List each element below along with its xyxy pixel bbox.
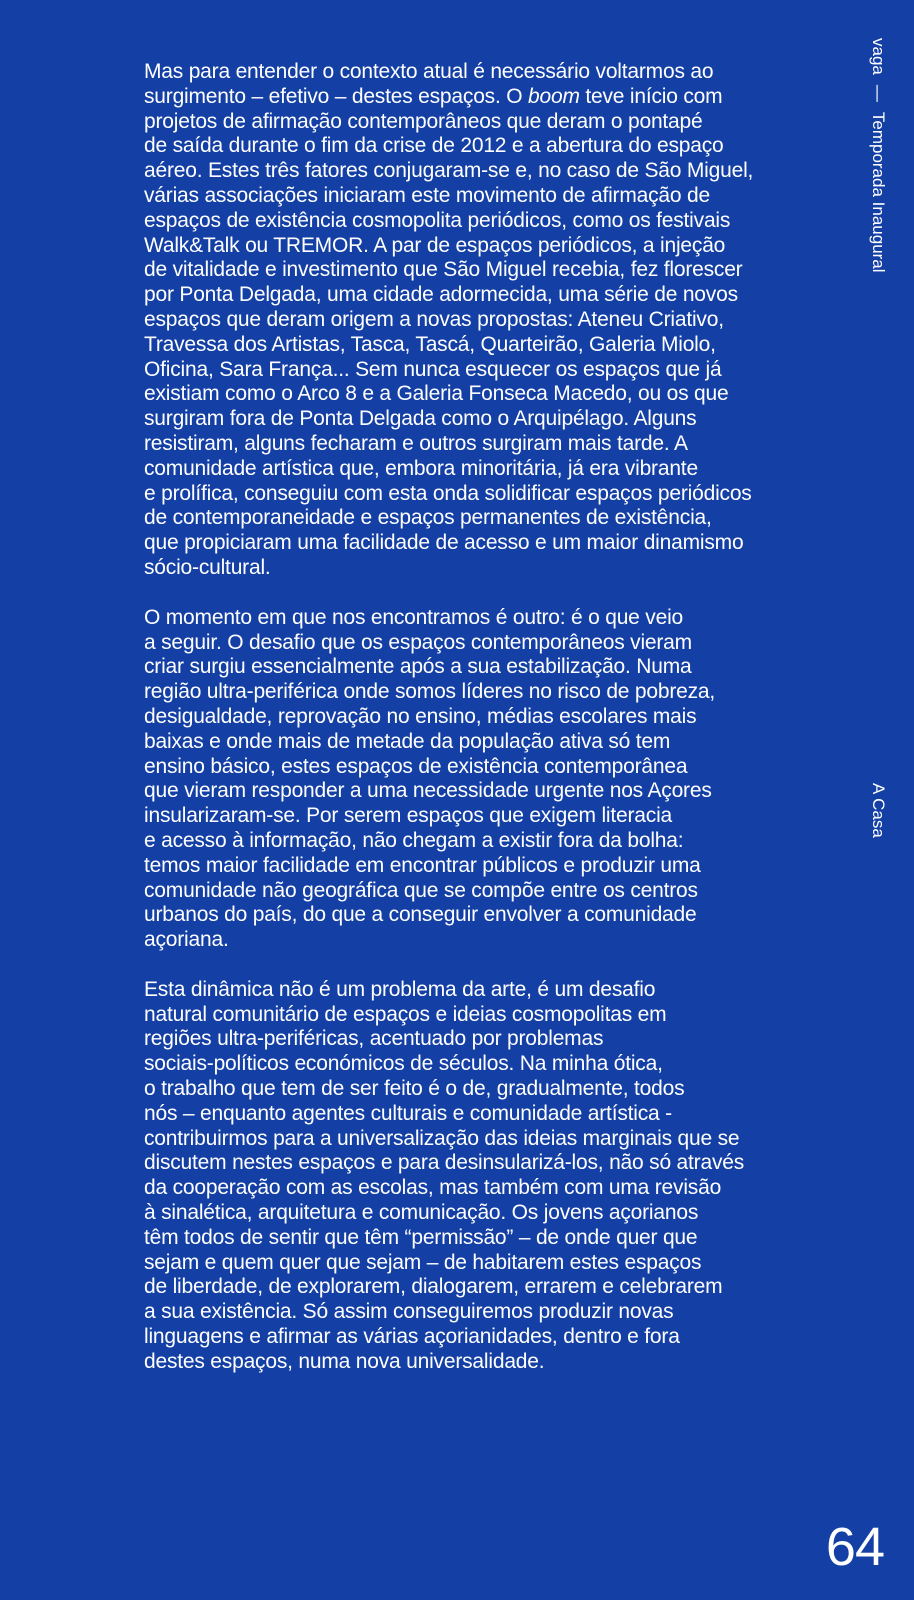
text-line [144,829,844,854]
text-line [144,457,844,482]
text-line [144,1151,844,1176]
text-run: natural comunitário de espaços e ideias cosmopolitas em [144,1002,667,1026]
text-line [144,1350,844,1375]
text-run: surgimento – efetivo – destes espaços. O [144,84,529,108]
text-line [144,1201,844,1226]
running-header-text [868,38,888,273]
text-line [144,159,844,184]
text-run: que vieram responder a uma necessidade urgente nos Açores [144,779,712,803]
text-line [144,1325,844,1350]
text-line [144,755,844,780]
text-line [144,308,844,333]
text-run: sócio-cultural. [144,555,271,579]
text-run: a sua existência. Só assim conseguiremos produzir novas [144,1300,674,1324]
text-line [144,234,844,259]
text-run: discutem nestes espaços e para desinsularizá-los, não só através [144,1151,745,1175]
header-separator: — [869,84,888,102]
text-line [144,1176,844,1201]
text-line [144,1027,844,1052]
text-line [144,556,844,581]
page-number: 64 [825,1517,884,1577]
text-line [144,283,844,308]
text-run: de contemporaneidade e espaços permanentes de existência, [144,506,712,530]
publication-name: vaga [869,38,888,75]
text-run: nós – enquanto agentes culturais e comunidade artística - [144,1101,672,1125]
text-run: Esta dinâmica não é um problema da arte, é um desafio [144,977,656,1001]
text-line [144,209,844,234]
text-run: O momento em que nos encontramos é outro: é o que veio [144,605,684,629]
text-line [144,879,844,904]
text-line [144,531,844,556]
text-line [144,258,844,283]
text-run: espaços que deram origem a novas propostas: Ateneu Criativo, [144,307,724,331]
article-body [144,60,844,1400]
text-line [144,903,844,928]
text-run: resistiram, alguns fecharam e outros surgiram mais tarde. A [144,431,688,455]
text-line [144,928,844,953]
text-line [144,184,844,209]
text-line [144,606,844,631]
text-line [144,358,844,383]
text-run: de liberdade, de explorarem, dialogarem, errarem e celebrarem [144,1275,723,1299]
text-run: temos maior facilidade em encontrar públicos e produzir uma [144,853,701,877]
text-run: ensino básico, estes espaços de existência contemporânea [144,754,688,778]
text-run: comunidade não geográfica que se compõe entre os centros [144,878,698,902]
emphasis-text: boom [528,84,580,108]
text-run: de saída durante o fim da crise de 2012 e a abertura do espaço [144,134,724,158]
text-run: contribuirmos para a universalização das ideias marginais que se [144,1126,740,1150]
text-line [144,779,844,804]
text-line [144,705,844,730]
text-run: regiões ultra-periféricas, acentuado por problemas [144,1027,604,1051]
season-name: Temporada Inaugural [869,111,888,273]
text-run: por Ponta Delgada, uma cidade adormecida, uma série de novos [144,283,738,307]
running-header [868,38,908,338]
text-line [144,506,844,531]
text-run: espaços de existência cosmopolita periódicos, como os festivais [144,208,731,232]
text-run: a seguir. O desafio que os espaços contemporâneos vieram [144,630,692,654]
text-line [144,978,844,1003]
text-line [144,407,844,432]
text-run: existiam como o Arco 8 e a Galeria Fonseca Macedo, ou os que [144,382,729,406]
text-run: sociais-políticos económicos de séculos. Na minha ótica, [144,1052,663,1076]
text-line [144,382,844,407]
text-line [144,60,844,85]
text-run: baixas e onde mais de metade da população ativa só tem [144,729,671,753]
text-line [144,631,844,656]
text-run: Travessa dos Artistas, Tasca, Tascá, Quarteirão, Galeria Miolo, [144,332,716,356]
section-title: A Casa [869,783,888,838]
text-run: destes espaços, numa nova universalidade. [144,1349,545,1373]
text-run: Mas para entender o contexto atual é necessário voltarmos ao [144,60,714,83]
text-line [144,1251,844,1276]
text-line [144,432,844,457]
text-line [144,1275,844,1300]
text-run: que propiciaram uma facilidade de acesso e um maior dinamismo [144,531,744,555]
text-line [144,1052,844,1077]
text-run: várias associações iniciaram este movimento de afirmação de [144,183,710,207]
section-label [868,783,908,863]
text-run: da cooperação com as escolas, mas também com uma revisão [144,1176,722,1200]
text-line [144,134,844,159]
text-run: açoriana. [144,928,229,952]
paragraph [144,60,844,581]
text-run: região ultra-periférica onde somos líderes no risco de pobreza, [144,680,716,704]
text-run: e prolífica, conseguiu com esta onda solidificar espaços periódicos [144,481,752,505]
text-line [144,655,844,680]
text-run: criar surgiu essencialmente após a sua estabilização. Numa [144,655,692,679]
text-run: linguagens e afirmar as várias açorianidades, dentro e fora [144,1325,680,1349]
text-line [144,1300,844,1325]
text-line [144,680,844,705]
text-run: o trabalho que tem de ser feito é o de, gradualmente, todos [144,1077,685,1101]
text-line [144,110,844,135]
paragraph [144,606,844,953]
text-line [144,333,844,358]
text-line [144,1077,844,1102]
paragraph [144,978,844,1375]
text-line [144,85,844,110]
text-run: Oficina, Sara França... Sem nunca esquecer os espaços que já [144,357,722,381]
text-run: urbanos do país, do que a conseguir envolver a comunidade [144,903,697,927]
text-run: projetos de afirmação contemporâneos que deram o pontapé [144,109,703,133]
text-line [144,1102,844,1127]
text-run: de vitalidade e investimento que São Miguel recebia, fez florescer [144,258,743,282]
text-run: desigualdade, reprovação no ensino, médias escolares mais [144,704,697,728]
text-run: aéreo. Estes três fatores conjugaram-se e, no caso de São Miguel, [144,159,754,183]
text-run: teve início com [579,84,723,108]
text-run: surgiram fora de Ponta Delgada como o Arquipélago. Alguns [144,407,697,431]
text-run: sejam e quem quer que sejam – de habitarem estes espaços [144,1250,702,1274]
text-run: comunidade artística que, embora minoritária, já era vibrante [144,456,698,480]
text-run: e acesso à informação, não chegam a existir fora da bolha: [144,828,684,852]
text-line [144,1127,844,1152]
text-run: à sinalética, arquitetura e comunicação. Os jovens açorianos [144,1201,699,1225]
text-line [144,1226,844,1251]
text-run: insularizaram-se. Por serem espaços que exigem literacia [144,804,673,828]
text-run: têm todos de sentir que têm “permissão” – de onde quer que [144,1225,698,1249]
text-line [144,482,844,507]
text-line [144,1003,844,1028]
text-line [144,730,844,755]
text-line [144,804,844,829]
text-line [144,854,844,879]
text-run: Walk&Talk ou TREMOR. A par de espaços periódicos, a injeção [144,233,726,257]
